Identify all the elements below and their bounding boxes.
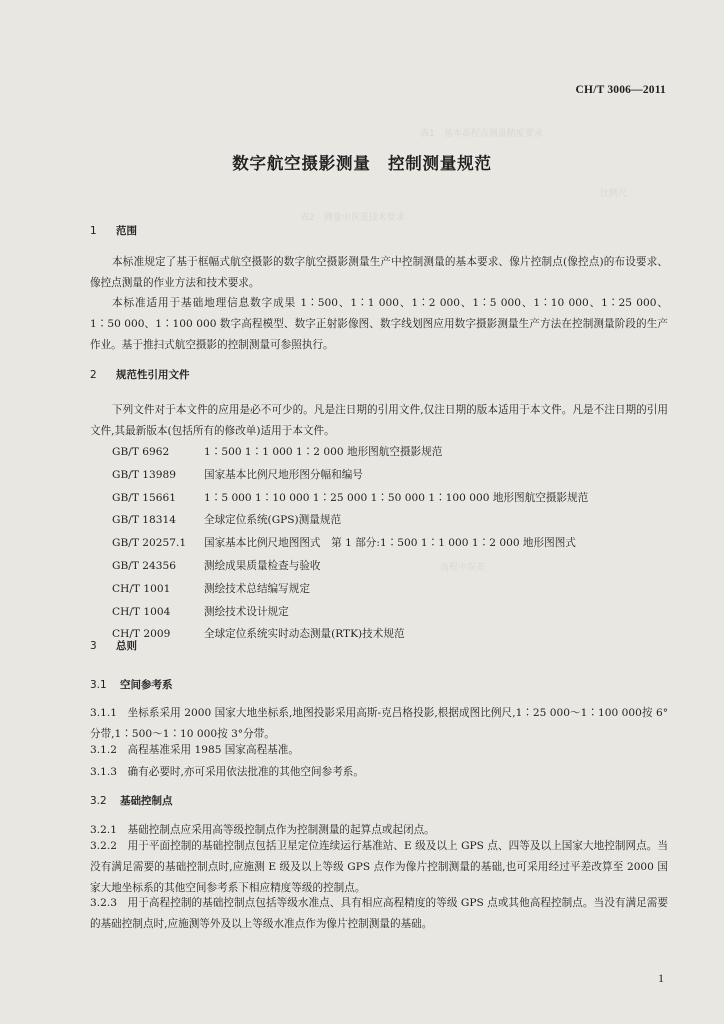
bleed-through: 比例尺 <box>600 189 628 199</box>
reference-item <box>112 464 588 487</box>
reference-list <box>112 441 588 646</box>
reference-code: CH/T 1001 <box>112 582 171 595</box>
reference-title: 全球定位系统(GPS)测量规范 <box>204 514 342 527</box>
section-3-1-heading <box>90 677 173 692</box>
reference-title: 1∶5 000 1∶10 000 1∶25 000 1∶50 000 1∶100 000 地形图航空摄影规范 <box>204 491 589 504</box>
reference-item <box>112 555 588 578</box>
reference-item <box>112 601 588 624</box>
section-2-heading <box>90 367 190 382</box>
reference-code: CH/T 2009 <box>112 628 171 641</box>
clause-3-1-3: 3.1.3 确有必要时,亦可采用依法批准的其他空间参考系。 <box>90 766 364 778</box>
reference-title: 国家基本比例尺地形图分幅和编号 <box>204 468 363 481</box>
clause-3-1-2: 3.1.2 高程基准采用 1985 国家高程基准。 <box>90 744 299 756</box>
clause-3-2-3: 3.2.3 用于高程控制的基础控制点包括等级水准点、具有相应高程精度的等级 GPS 点或其他高程控制点。当没有满足需要的基础控制点时,应施测等外及以上等级水准点作为像片控制测量的基础。 <box>90 897 668 930</box>
reference-code: GB/T 18314 <box>112 514 176 527</box>
reference-code: GB/T 20257.1 <box>112 537 187 550</box>
section-title: 范围 <box>116 225 137 237</box>
reference-item <box>112 578 588 601</box>
section-3-2-heading <box>90 793 173 808</box>
section-title: 空间参考系 <box>120 679 173 691</box>
section-3-heading <box>90 638 137 653</box>
reference-item <box>112 532 588 555</box>
reference-item <box>112 441 588 464</box>
bleed-through: 高程中误差 <box>440 563 486 573</box>
clause-3-2-2: 3.2.2 用于平面控制的基础控制点包括卫星定位连续运行基准站、E 级及以上 GPS 点、四等及以上国家大地控制网点。当没有满足需要的基础控制点时,应施测 E 级及以上等级 GPS 点作为像片控制测量的基础,也可采用经过平差改算至 2000 国家大地坐标系的其他空间参考系下相应精度等级的控制点。 <box>90 840 668 894</box>
clause-3-2-1: 3.2.1 基础控制点应采用高等级控制点作为控制测量的起算点或起闭点。 <box>90 824 435 836</box>
reference-item <box>112 509 588 532</box>
reference-title: 1∶500 1∶1 000 1∶2 000 地形图航空摄影规范 <box>204 446 443 458</box>
document-title: 数字航空摄影测量 控制测量规范 <box>232 154 492 173</box>
section-title: 规范性引用文件 <box>116 369 190 381</box>
section-number: 3 <box>90 640 97 652</box>
reference-title: 测绘技术设计规定 <box>204 605 289 618</box>
reference-item <box>112 487 588 510</box>
paragraph-references-intro: 下列文件对于本文件的应用是必不可少的。凡是注日期的引用文件,仅注日期的版本适用于本文件。凡是不注日期的引用文件,其最新版本(包括所有的修改单)适用于本文件。 <box>90 404 668 437</box>
reference-title: 测绘技术总结编写规定 <box>204 582 310 595</box>
reference-title: 国家基本比例尺地图图式 第 1 部分:1∶500 1∶1 000 1∶2 000 地形图图式 <box>204 537 576 550</box>
bleed-through: 表2 测量中误差技术要求 <box>300 213 405 223</box>
section-title: 基础控制点 <box>120 795 173 807</box>
reference-code: GB/T 6962 <box>112 446 170 458</box>
section-1-heading <box>90 223 137 238</box>
reference-code: GB/T 15661 <box>112 491 176 504</box>
paragraph-scope-1: 本标准规定了基于框幅式航空摄影的数字航空摄影测量生产中控制测量的基本要求、像片控制点(像控点)的布设要求、像控点测量的作业方法和技术要求。 <box>90 256 668 289</box>
reference-title: 全球定位系统实时动态测量(RTK)技术规范 <box>204 628 405 641</box>
reference-title: 测绘成果质量检查与验收 <box>204 559 321 572</box>
reference-code: GB/T 24356 <box>112 559 176 572</box>
bleed-through: 表1 基本高程点测量精度要求 <box>420 129 543 139</box>
section-number: 3.2 <box>90 795 107 807</box>
section-number: 2 <box>90 369 97 381</box>
reference-code: CH/T 1004 <box>112 605 171 618</box>
standard-code: CH/T 3006—2011 <box>575 84 666 96</box>
reference-code: GB/T 13989 <box>112 468 176 481</box>
clause-3-1-1: 3.1.1 坐标系采用 2000 国家大地坐标系,地图投影采用高斯-克吕格投影,根据成图比例尺,1∶25 000～1∶100 000按 6°分带,1∶500～1∶10 000按 3°分带。 <box>90 707 668 740</box>
reference-item <box>112 623 588 646</box>
paragraph-scope-2: 本标准适用于基础地理信息数字成果 1∶500、1∶1 000、1∶2 000、1∶5 000、1∶10 000、1∶25 000、1∶50 000、1∶100 000 数字高程模型、数字正射影像图、数字线划图应用数字摄影测量生产方法在控制测量阶段的生产作业。基于推扫式航空摄影的控制测量可参照执行。 <box>90 297 668 351</box>
page-number: 1 <box>658 971 664 985</box>
section-number: 3.1 <box>90 679 107 691</box>
section-number: 1 <box>90 225 97 237</box>
section-title: 总则 <box>116 640 137 652</box>
